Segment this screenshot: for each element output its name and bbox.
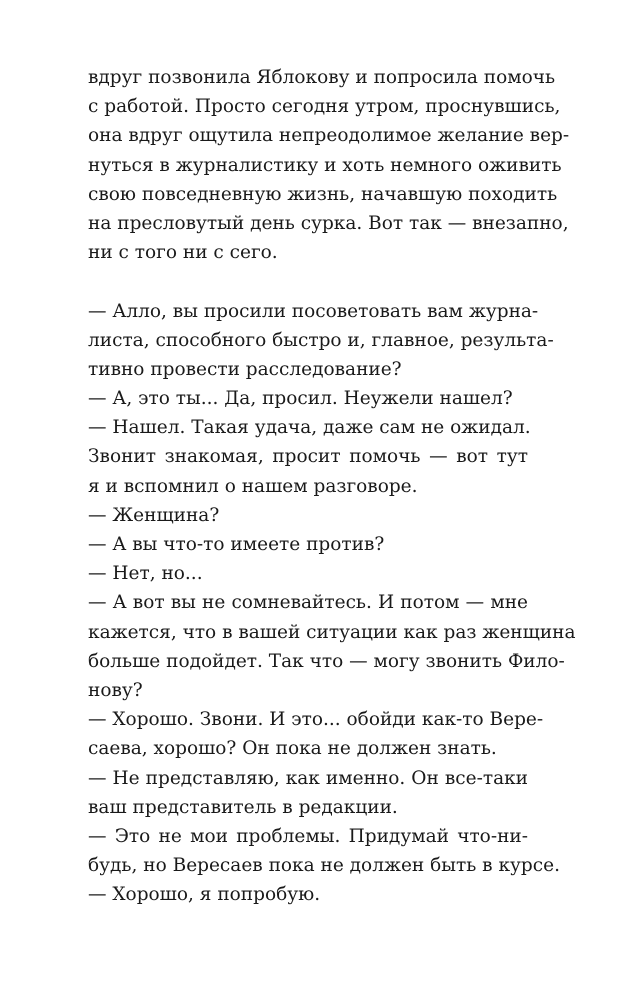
narrative-paragraph bbox=[88, 63, 570, 267]
dialogue-line: — Не представляю, как именно. Он все-таки bbox=[88, 767, 528, 789]
text-line: на пресловутый день сурка. Вот так — внезапно, bbox=[88, 212, 569, 234]
dialogue-line: — Хорошо. Звони. И это... обойди как-то Вере- bbox=[88, 709, 544, 731]
text-line: нуться в журналистику и хоть немного оживить bbox=[88, 154, 562, 176]
dialogue-line: нову? bbox=[88, 679, 143, 701]
text-line: она вдруг ощутила непреодолимое желание вер- bbox=[88, 125, 570, 147]
text-line: свою повседневную жизнь, начавшую походить bbox=[88, 183, 558, 205]
dialogue-line: ваш представитель в редакции. bbox=[88, 796, 398, 818]
dialogue-line: больше подойдет. Так что — могу звонить Фило- bbox=[88, 650, 565, 672]
dialogue-line: — Это не мои проблемы. Придумай что-ни- bbox=[88, 825, 528, 847]
dialogue-line: будь, но Вересаев пока не должен быть в курсе. bbox=[88, 855, 560, 877]
dialogue-line: — Нашел. Такая удача, даже сам не ожидал. bbox=[88, 417, 531, 439]
dialogue-line: — Хорошо, я попробую. bbox=[88, 884, 321, 906]
paragraph-gap bbox=[88, 267, 528, 296]
dialogue-line: тивно провести расследование? bbox=[88, 358, 402, 380]
dialogue-line: я и вспомнил о нашем разговоре. bbox=[88, 475, 418, 497]
dialogue-block bbox=[88, 297, 576, 910]
dialogue-line: — Нет, но... bbox=[88, 563, 203, 585]
text-line: ни с того ни с сего. bbox=[88, 242, 278, 264]
dialogue-line: — Алло, вы просили посоветовать вам журна- bbox=[88, 300, 539, 322]
book-page bbox=[88, 63, 576, 909]
dialogue-line: — А вы что-то имеете против? bbox=[88, 534, 385, 555]
text-line: с работой. Просто сегодня утром, проснувшись, bbox=[88, 96, 561, 118]
dialogue-line: Звонит знакомая, просит помочь — вот тут bbox=[88, 446, 528, 468]
dialogue-line: саева, хорошо? Он пока не должен знать. bbox=[88, 738, 497, 760]
dialogue-line: кажется, что в вашей ситуации как раз женщина bbox=[88, 621, 576, 643]
dialogue-line: — А, это ты... Да, просил. Неужели нашел? bbox=[88, 388, 513, 410]
dialogue-line: листа, способного быстро и, главное, результа- bbox=[88, 329, 554, 351]
dialogue-line: — А вот вы не сомневайтесь. И потом — мне bbox=[88, 592, 528, 614]
dialogue-line: — Женщина? bbox=[88, 504, 220, 526]
text-line: вдруг позвонила Яблокову и попросила помочь bbox=[88, 67, 556, 88]
